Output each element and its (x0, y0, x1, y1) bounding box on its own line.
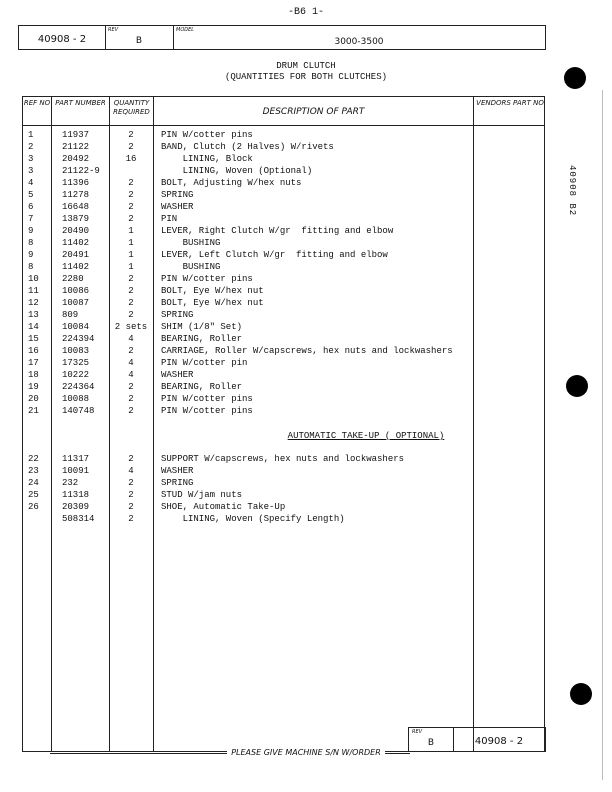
cell-desc: PIN W/cotter pins (161, 394, 253, 404)
table-row (23, 453, 544, 465)
cell-qty: 2 (128, 382, 134, 392)
cell-part: 11318 (62, 490, 90, 500)
header-model-cell (173, 26, 545, 49)
cell-qty: 4 (128, 358, 134, 368)
table-row (23, 261, 544, 273)
cell-desc: SHIM (1/8" Set) (161, 322, 243, 332)
cell-part: 10087 (62, 298, 90, 308)
table-row (23, 489, 544, 501)
cell-part: 16648 (62, 202, 90, 212)
cell-ref: 11 (28, 286, 39, 296)
cell-ref: 26 (28, 502, 39, 512)
cell-qty: 2 (128, 274, 134, 284)
col-header-part: PART NUMBER (55, 99, 106, 107)
cell-part: 10088 (62, 394, 90, 404)
cell-part: 224364 (62, 382, 95, 392)
cell-part: 10086 (62, 286, 90, 296)
cell-ref: 8 (28, 262, 34, 272)
cell-desc: SPRING (161, 478, 194, 488)
table-row (23, 477, 544, 489)
table-row (23, 285, 544, 297)
cell-desc: LINING, Woven (Optional) (161, 166, 313, 176)
cell-ref: 14 (28, 322, 39, 332)
table-row (23, 177, 544, 189)
cell-qty: 2 (128, 190, 134, 200)
cell-desc: BAND, Clutch (2 Halves) W/rivets (161, 142, 334, 152)
cell-ref: 1 (28, 130, 34, 140)
footer-doc-number: 40908 - 2 (474, 736, 524, 747)
table-row (23, 141, 544, 153)
cell-ref: 16 (28, 346, 39, 356)
cell-qty: 1 (128, 262, 134, 272)
cell-ref: 18 (28, 370, 39, 380)
cell-desc: WASHER (161, 370, 194, 380)
cell-desc: BOLT, Eye W/hex nut (161, 286, 264, 296)
cell-part: 140748 (62, 406, 95, 416)
parts-table (22, 96, 545, 752)
cell-ref: 24 (28, 478, 39, 488)
table-row (23, 393, 544, 405)
table-row (23, 309, 544, 321)
cell-desc: LINING, Block (161, 154, 253, 164)
page-number: -B6 1- (287, 7, 324, 18)
cell-ref: 9 (28, 226, 34, 236)
punch-hole (564, 67, 586, 89)
cell-part: 20491 (62, 250, 90, 260)
cell-part: 11317 (62, 454, 90, 464)
header-rev: B (135, 36, 143, 46)
cell-ref: 10 (28, 274, 39, 284)
cell-qty: 2 (128, 394, 134, 404)
cell-qty: 2 (128, 142, 134, 152)
cell-qty: 2 sets (114, 322, 148, 332)
cell-qty: 2 (128, 490, 134, 500)
footer-note: PLEASE GIVE MACHINE S/N W/ORDER (227, 748, 385, 757)
cell-qty: 1 (128, 226, 134, 236)
cell-part: 20492 (62, 154, 90, 164)
cell-ref: 8 (28, 238, 34, 248)
cell-ref: 25 (28, 490, 39, 500)
cell-ref: 6 (28, 202, 34, 212)
section-title: AUTOMATIC TAKE-UP ( OPTIONAL) (287, 431, 445, 441)
cell-qty: 1 (128, 250, 134, 260)
header-model-caption: MODEL (176, 27, 195, 33)
footer-note-wrap (0, 748, 612, 757)
cell-ref: 19 (28, 382, 39, 392)
cell-part: 21122 (62, 142, 90, 152)
cell-part: 232 (62, 478, 79, 488)
cell-part: 11278 (62, 190, 90, 200)
title-line2: (QUANTITIES FOR BOTH CLUTCHES) (224, 72, 388, 82)
cell-qty: 2 (128, 298, 134, 308)
col-header-qty: QUANTITY REQUIRED (113, 99, 150, 116)
cell-qty: 2 (128, 514, 134, 524)
table-row (23, 333, 544, 345)
cell-part: 11402 (62, 238, 90, 248)
header-rev-cell (105, 26, 174, 49)
cell-desc: PIN W/cotter pins (161, 406, 253, 416)
cell-qty: 16 (125, 154, 137, 164)
cell-part: 11937 (62, 130, 90, 140)
page-title (0, 61, 612, 83)
page-edge (602, 90, 603, 780)
cell-part: 508314 (62, 514, 95, 524)
cell-part: 13879 (62, 214, 90, 224)
title-line1: DRUM CLUTCH (276, 61, 336, 71)
table-row (23, 153, 544, 165)
table-row (23, 345, 544, 357)
col-header-vendor: VENDORS PART NO (476, 99, 544, 107)
cell-desc: PIN W/cotter pins (161, 274, 253, 284)
table-row (23, 225, 544, 237)
cell-part: 10084 (62, 322, 90, 332)
cell-ref: 7 (28, 214, 34, 224)
cell-part: 21122-9 (62, 166, 100, 176)
cell-ref: 13 (28, 310, 39, 320)
cell-part: 20309 (62, 502, 90, 512)
col-header-desc: DESCRIPTION OF PART (262, 107, 365, 117)
cell-qty: 2 (128, 214, 134, 224)
cell-desc: PIN W/cotter pins (161, 130, 253, 140)
cell-qty: 2 (128, 286, 134, 296)
cell-desc: SHOE, Automatic Take-Up (161, 502, 286, 512)
cell-qty: 4 (128, 466, 134, 476)
cell-ref: 4 (28, 178, 34, 188)
cell-ref: 2 (28, 142, 34, 152)
footer-rev-caption: REV (412, 729, 423, 735)
cell-qty: 2 (128, 130, 134, 140)
table-row (23, 189, 544, 201)
header-box (18, 25, 546, 50)
cell-ref: 5 (28, 190, 34, 200)
cell-desc: BOLT, Adjusting W/hex nuts (161, 178, 302, 188)
table-row (23, 357, 544, 369)
cell-ref: 20 (28, 394, 39, 404)
cell-desc: WASHER (161, 466, 194, 476)
cell-desc: BUSHING (161, 238, 221, 248)
cell-desc: STUD W/jam nuts (161, 490, 243, 500)
table-row (23, 297, 544, 309)
table-row (23, 213, 544, 225)
cell-part: 11396 (62, 178, 90, 188)
cell-qty: 2 (128, 454, 134, 464)
table-row (23, 165, 544, 177)
cell-qty: 2 (128, 502, 134, 512)
cell-qty: 4 (128, 334, 134, 344)
punch-hole (566, 375, 588, 397)
cell-desc: PIN (161, 214, 178, 224)
cell-ref: 23 (28, 466, 39, 476)
cell-part: 10083 (62, 346, 90, 356)
table-row (23, 237, 544, 249)
col-header-ref: REF NO (23, 99, 51, 107)
table-row (23, 513, 544, 525)
header-doc-cell (19, 26, 106, 49)
cell-ref: 17 (28, 358, 39, 368)
cell-part: 2280 (62, 274, 84, 284)
cell-desc: LEVER, Left Clutch W/gr fitting and elbow (161, 250, 388, 260)
cell-qty: 4 (128, 370, 134, 380)
table-row (23, 405, 544, 417)
punch-hole (570, 683, 592, 705)
cell-desc: LEVER, Right Clutch W/gr fitting and elbow (161, 226, 394, 236)
cell-part: 224394 (62, 334, 95, 344)
cell-part: 10091 (62, 466, 90, 476)
table-row (23, 249, 544, 261)
table-row (23, 273, 544, 285)
cell-ref: 21 (28, 406, 39, 416)
cell-part: 10222 (62, 370, 90, 380)
header-divider (23, 125, 544, 126)
cell-qty: 2 (128, 202, 134, 212)
cell-desc: SPRING (161, 310, 194, 320)
cell-qty: 1 (128, 238, 134, 248)
table-row (23, 201, 544, 213)
table-row (23, 465, 544, 477)
cell-qty: 2 (128, 346, 134, 356)
cell-qty: 2 (128, 310, 134, 320)
side-label: 40908 B2 (567, 165, 577, 217)
cell-qty: 2 (128, 406, 134, 416)
cell-part: 20490 (62, 226, 90, 236)
cell-desc: BOLT, Eye W/hex nut (161, 298, 264, 308)
cell-ref: 15 (28, 334, 39, 344)
table-row (23, 501, 544, 513)
cell-part: 809 (62, 310, 79, 320)
cell-desc: PIN W/cotter pin (161, 358, 248, 368)
cell-part: 11402 (62, 262, 90, 272)
cell-desc: BEARING, Roller (161, 334, 243, 344)
cell-desc: LINING, Woven (Specify Length) (161, 514, 345, 524)
cell-desc: WASHER (161, 202, 194, 212)
header-doc-number: 40908 - 2 (37, 34, 87, 45)
cell-qty: 2 (128, 478, 134, 488)
table-row (23, 381, 544, 393)
cell-desc: CARRIAGE, Roller W/capscrews, hex nuts and lockwashers (161, 346, 453, 356)
cell-desc: SUPPORT W/capscrews, hex nuts and lockwashers (161, 454, 405, 464)
cell-ref: 3 (28, 166, 34, 176)
cell-qty: 2 (128, 178, 134, 188)
cell-desc: BUSHING (161, 262, 221, 272)
header-model: 3000-3500 (334, 37, 384, 47)
cell-ref: 12 (28, 298, 39, 308)
table-row (23, 129, 544, 141)
cell-desc: BEARING, Roller (161, 382, 243, 392)
cell-ref: 3 (28, 154, 34, 164)
cell-part: 17325 (62, 358, 90, 368)
cell-ref: 22 (28, 454, 39, 464)
header-rev-caption: REV (108, 27, 119, 33)
cell-desc: SPRING (161, 190, 194, 200)
cell-ref: 9 (28, 250, 34, 260)
footer-rev: B (427, 738, 435, 748)
table-row (23, 321, 544, 333)
table-row (23, 369, 544, 381)
